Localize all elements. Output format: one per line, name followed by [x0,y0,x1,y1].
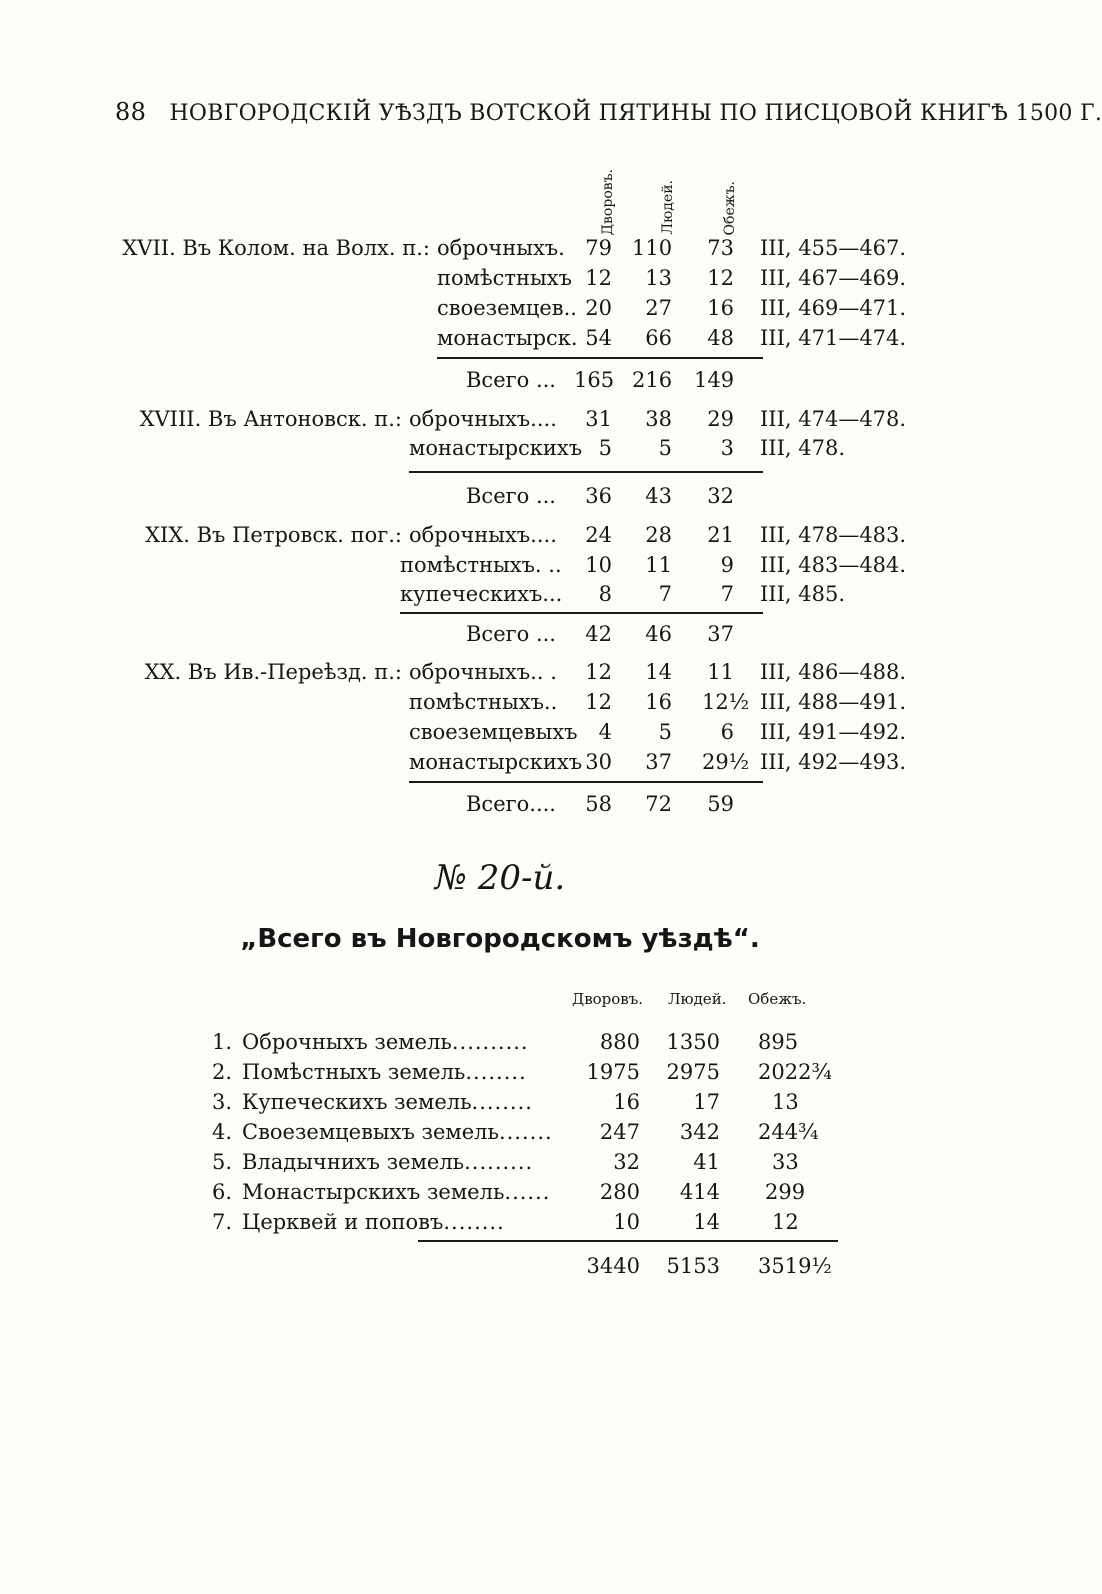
obezh-value: 299 [765,1180,806,1204]
table-row [0,658,1000,686]
lyudey-total: 5153 [666,1254,720,1278]
leader-dots: .......... [451,1030,529,1054]
obezh-total: 37 [707,622,734,646]
section-label: XVIII. Въ Антоновск. п.: [139,407,402,431]
reference: III, 455—467. [760,236,907,260]
section-label: XX. Въ Ив.-Переѣзд. п.: [144,660,402,684]
reference: III, 486—488. [760,660,907,684]
obezh-value: 13 [772,1090,799,1114]
lyudey-value: 14 [693,1210,720,1234]
dvorov-value: 280 [599,1180,640,1204]
obezh-value: 73 [707,236,734,260]
obezh-value: 7 [720,582,734,606]
lyudey-total: 46 [645,622,672,646]
dvorov-total: 42 [585,622,612,646]
lyudey-value: 414 [679,1180,720,1204]
summary-row [0,1118,1000,1146]
obezh-value: 12½ [702,690,750,714]
summary-row [0,1028,1000,1056]
summary-title: „Всего въ Новгородскомъ уѣздѣ“. [240,924,760,954]
lyudey-value: 41 [693,1150,720,1174]
summary-row [0,1058,1000,1086]
category: помѣстныхъ.. [409,690,558,714]
table-row [0,434,1000,462]
obezh-value: 2022¾ [758,1060,832,1084]
dvorov-value: 4 [598,720,612,744]
category: своеземцевыхъ [409,720,578,744]
row-name: Купеческихъ земель [242,1090,472,1114]
category: купеческихъ... [400,582,563,606]
column-header-lyudey: Людей. [660,180,676,235]
dvorov-total: 3440 [586,1254,640,1278]
lyudey-value: 2975 [666,1060,720,1084]
total-label: Всего ... [466,484,556,508]
total-label: Всего ... [466,622,556,646]
lyudey-value: 110 [632,236,673,260]
category: монастырскихъ [409,436,583,460]
dvorov-value: 247 [599,1120,640,1144]
reference: III, 467—469. [760,266,907,290]
row-index: 6. [211,1180,232,1204]
leader-dots: ...... [504,1180,551,1204]
reference: III, 471—474. [760,326,907,350]
row-name: Своеземцевыхъ земель [242,1120,499,1144]
leader-dots: ....... [498,1120,553,1144]
dvorov-value: 79 [585,236,612,260]
reference: III, 485. [760,582,845,606]
reference: III, 469—471. [760,296,907,320]
lyudey-value: 17 [693,1090,720,1114]
reference: III, 478—483. [760,523,907,547]
column-header-dvorov: Дворовъ. [600,168,616,235]
row-index: 4. [211,1120,232,1144]
obezh-value: 11 [707,660,734,684]
dvorov-value: 10 [613,1210,640,1234]
reference: III, 478. [760,436,845,460]
row-name: Оброчныхъ земель [242,1030,452,1054]
lyudey-value: 5 [658,720,672,744]
lyudey-value: 13 [645,266,672,290]
total-label: Всего ... [466,368,556,392]
leader-dots: ........ [443,1210,505,1234]
row-name: Монастырскихъ земель [242,1180,505,1204]
dvorov-total: 36 [585,484,612,508]
category: оброчныхъ. [437,236,565,260]
obezh-value: 6 [720,720,734,744]
obezh-value: 12 [707,266,734,290]
row-index: 2. [211,1060,232,1084]
row-name: Владычнихъ земель [242,1150,465,1174]
dvorov-value: 10 [585,553,612,577]
table-row [0,264,1000,292]
total-rule [437,357,763,359]
category: помѣстныхъ. .. [400,553,562,577]
obezh-total: 3519½ [758,1254,832,1278]
reference: III, 483—484. [760,553,907,577]
table-row [0,580,1000,608]
dvorov-total: 165 [574,368,615,392]
page-number: 88 [115,98,147,126]
column-header-obezh: Обежъ. [722,180,738,235]
section-label: XVII. Въ Колом. на Волх. п.: [122,236,430,260]
obezh-total: 32 [707,484,734,508]
total-row [0,790,1000,818]
lyudey-value: 1350 [666,1030,720,1054]
obezh-value: 12 [772,1210,799,1234]
dvorov-value: 16 [613,1090,640,1114]
summary-column-dvorov: Дворовъ. [572,990,644,1008]
summary-row [0,1178,1000,1206]
summary-column-obezh: Обежъ. [748,990,807,1008]
running-title: НОВГОРОДСКІЙ УѢЗДЪ ВОТСКОЙ ПЯТИНЫ ПО ПИСЦОВОЙ КНИГѢ 1500 Г. [169,101,1102,126]
category: оброчныхъ.... [409,407,557,431]
lyudey-value: 342 [679,1120,720,1144]
table-row [0,748,1000,776]
table-row [0,294,1000,322]
dvorov-value: 24 [585,523,612,547]
total-row [0,482,1000,510]
dvorov-value: 1975 [586,1060,640,1084]
dvorov-value: 32 [613,1150,640,1174]
summary-row [0,1208,1000,1236]
dvorov-value: 12 [585,690,612,714]
obezh-value: 29½ [702,750,750,774]
reference: III, 491—492. [760,720,907,744]
lyudey-value: 28 [645,523,672,547]
dvorov-total: 58 [585,792,612,816]
obezh-total: 59 [707,792,734,816]
total-rule [409,471,763,473]
reference: III, 488—491. [760,690,907,714]
lyudey-total: 216 [632,368,673,392]
lyudey-value: 16 [645,690,672,714]
obezh-value: 29 [707,407,734,431]
lyudey-value: 37 [645,750,672,774]
obezh-value: 3 [720,436,734,460]
table-row [0,521,1000,549]
total-rule [409,781,763,783]
lyudey-total: 72 [645,792,672,816]
obezh-value: 21 [707,523,734,547]
summary-number: № 20-й. [434,858,566,898]
table-row [0,551,1000,579]
table-row [0,688,1000,716]
total-rule [400,612,763,614]
summary-total-row [0,1252,1000,1280]
obezh-value: 895 [758,1030,799,1054]
section-label: XIX. Въ Петровск. пог.: [145,523,402,547]
row-name: Церквей и поповъ [242,1210,444,1234]
table-row [0,718,1000,746]
lyudey-value: 38 [645,407,672,431]
summary-column-lyudey: Людей. [668,990,727,1008]
category: помѣстныхъ [437,266,572,290]
obezh-value: 48 [707,326,734,350]
dvorov-value: 12 [585,660,612,684]
obezh-value: 244¾ [758,1120,819,1144]
total-rule [418,1240,838,1242]
row-index: 1. [211,1030,232,1054]
obezh-value: 9 [720,553,734,577]
category: оброчныхъ.. . [409,660,557,684]
dvorov-value: 54 [585,326,612,350]
table-row [0,405,1000,433]
category: монастырск. [437,326,578,350]
reference: III, 474—478. [760,407,907,431]
dvorov-value: 30 [585,750,612,774]
row-index: 7. [211,1210,232,1234]
category: своеземцев.. [437,296,577,320]
summary-row [0,1148,1000,1176]
obezh-value: 33 [772,1150,799,1174]
total-row [0,366,1000,394]
leader-dots: ......... [464,1150,534,1174]
lyudey-value: 11 [645,553,672,577]
dvorov-value: 20 [585,296,612,320]
summary-row [0,1088,1000,1116]
dvorov-value: 880 [599,1030,640,1054]
dvorov-value: 31 [585,407,612,431]
row-name: Помѣстныхъ земель [242,1060,466,1084]
lyudey-value: 27 [645,296,672,320]
lyudey-value: 14 [645,660,672,684]
leader-dots: ........ [465,1060,527,1084]
lyudey-value: 66 [645,326,672,350]
total-label: Всего.... [466,792,556,816]
category: монастырскихъ [409,750,583,774]
dvorov-value: 5 [598,436,612,460]
reference: III, 492—493. [760,750,907,774]
lyudey-value: 7 [658,582,672,606]
row-index: 3. [211,1090,232,1114]
total-row [0,620,1000,648]
lyudey-value: 5 [658,436,672,460]
obezh-value: 16 [707,296,734,320]
obezh-total: 149 [694,368,735,392]
page-header [115,98,1102,126]
category: оброчныхъ.... [409,523,557,547]
leader-dots: ........ [471,1090,533,1114]
dvorov-value: 12 [585,266,612,290]
row-index: 5. [211,1150,232,1174]
lyudey-total: 43 [645,484,672,508]
table-row [0,324,1000,352]
dvorov-value: 8 [598,582,612,606]
table-row [0,234,1000,262]
